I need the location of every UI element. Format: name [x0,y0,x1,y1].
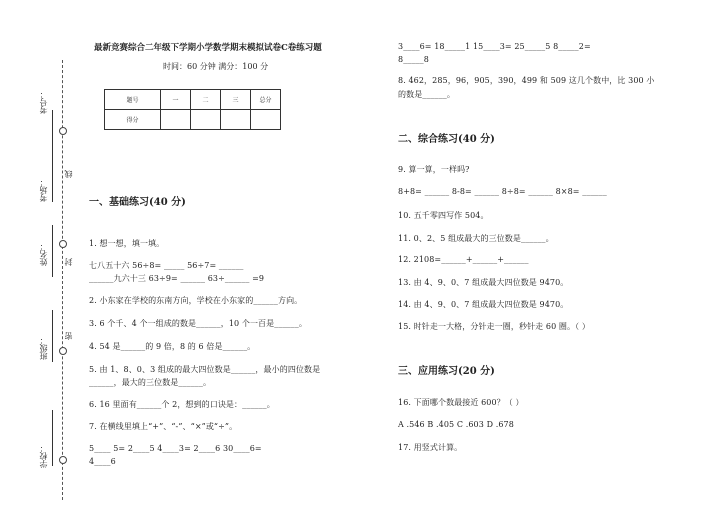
section2-title: 二、综合练习(40 分) [398,134,495,145]
binding-char: 密 [64,332,73,340]
question-17: 17. 用竖式计算。 [398,443,463,452]
question-16-options: A .546 B .405 C .603 D .678 [398,420,514,429]
score-table [104,89,281,130]
question-15: 15. 时针走一大格，分针走一圈，秒针走 60 圈。（ ） [398,322,590,331]
binding-char: 封 [64,258,73,266]
exam-meta: 时间：60 分钟 满分：100 分 [163,62,269,71]
question-1-line1: 七八五十六 56÷8= _____ 56÷7= ______ [89,261,244,270]
score-input-cell[interactable] [251,110,281,130]
score-input-cell[interactable] [221,110,251,130]
question-7-line1: 5____ 5= 2____5 4____3= 2____6 30____6= [89,444,262,453]
question-16: 16. 下面哪个数最接近 600？（ ） [398,398,524,407]
question-8-line1: 8. 462，285，96，905，390，499 和 509 这几个数中，比 300 小 [398,76,655,85]
question-14: 14. 由 4、9、0、7 组成最大四位数是 9470。 [398,300,569,309]
question-1: 1. 想一想，填一填。 [89,239,165,248]
question-7-line3: 3____6= 18_____1 15____3= 25_____5 8_____2= [398,42,591,51]
score-input-cell[interactable] [191,110,221,130]
score-table-cell: 三 [221,90,251,110]
question-2: 2. 小东家在学校的东南方向，学校在小东家的______方向。 [89,296,303,305]
score-table-cell: 总分 [251,90,281,110]
question-9-line: 8+8= ______ 8-8= ______ 8÷8= ______ 8×8= ______ [398,187,607,196]
question-5-line1: 5. 由 1、8、0、3 组成的最大四位数是______，最小的四位数是 [89,365,321,374]
score-table-cell: 题号 [105,90,161,110]
question-1-line2: ______九六十三 63÷9= ______ 63÷______ =9 [89,274,265,283]
score-table-cell: 得分 [105,110,161,130]
binding-char: 线 [64,170,73,178]
question-7-line4: 8_____8 [398,55,429,64]
xuexiao-label: 学校： [39,444,48,468]
xingming-blank[interactable] [52,225,53,277]
score-input-cell[interactable] [161,110,191,130]
question-13: 13. 由 4、9、0、7 组成最大四位数是 9470。 [398,278,569,287]
score-table-score-row [105,110,281,130]
banji-label: 班级： [39,336,48,360]
binding-hole [59,127,67,135]
question-4: 4. 54 是______的 9 倍，8 的 6 倍是______。 [89,342,256,351]
question-11: 11. 0、2、5 组成最大的三位数是______。 [398,234,554,243]
question-12: 12. 2108=______+______+______ [398,255,529,264]
kaohao-label: 考号： [39,90,48,114]
question-6: 6. 16 里面有______个 2，想到的口诀是：______。 [89,400,275,409]
kaochang-label: 考场： [39,178,48,202]
binding-line [62,60,63,500]
question-8-line2: 的数是______。 [398,90,455,99]
binding-hole [59,240,67,248]
banji-blank[interactable] [52,310,53,362]
question-7: 7. 在横线里填上“+”、“-”、“×”或“÷”。 [89,422,238,431]
score-table-cell: 一 [161,90,191,110]
section1-title: 一、基础练习(40 分) [89,197,186,208]
question-9: 9. 算一算，一样吗? [398,165,470,174]
kaochang-blank[interactable] [52,150,53,202]
question-10: 10. 五千零四写作 504。 [398,211,489,220]
question-5-line2: ______，最大的三位数是______。 [89,378,212,387]
score-table-header-row [105,90,281,110]
xuexiao-blank[interactable] [52,410,53,466]
question-3: 3. 6 个千、4 个一组成的数是______，10 个一百是______。 [89,319,307,328]
section3-title: 三、应用练习(20 分) [398,366,495,377]
xingming-label: 姓名： [39,242,48,266]
binding-hole [59,347,67,355]
question-7-line2: 4____6 [89,457,116,466]
score-table-cell: 二 [191,90,221,110]
exam-title: 最新竞赛综合二年级下学期小学数学期末模拟试卷C卷练习题 [94,43,322,53]
binding-hole [59,456,67,464]
